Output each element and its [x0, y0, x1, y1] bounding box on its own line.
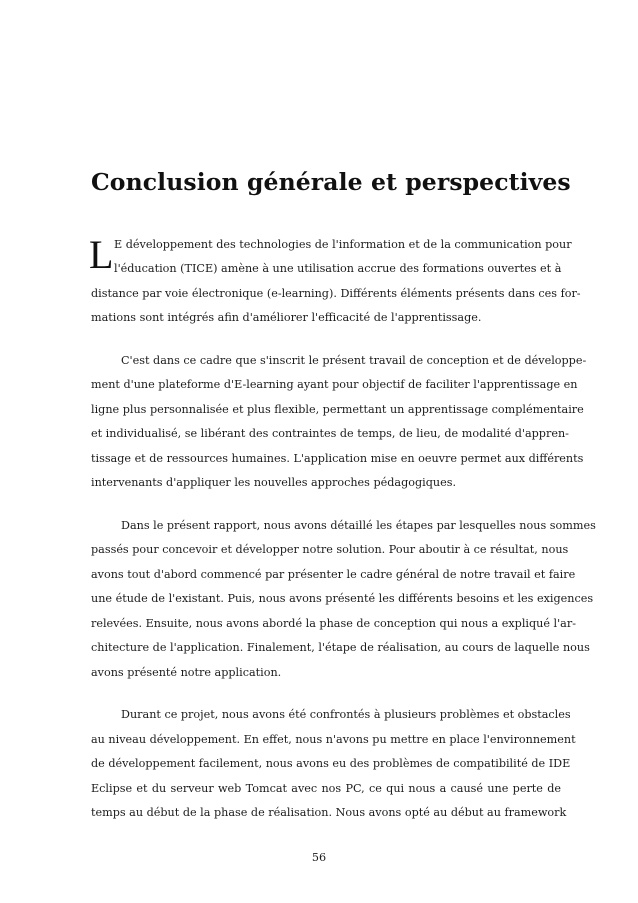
paragraph-3-line-4: une étude de l'existant. Puis, nous avons présenté les différents besoins et les exigences: [91, 592, 594, 605]
paragraph-2-line-4: et individualisé, se libérant des contraintes de temps, de lieu, de modalité d'appren-: [91, 427, 569, 440]
paragraph-3-line-3: avons tout d'abord commencé par présenter le cadre général de notre travail et faire: [91, 568, 576, 581]
paragraph-2-line-3: ligne plus personnalisée et plus flexible, permettant un apprentissage complémentaire: [91, 403, 584, 416]
paragraph-4-line-4: Eclipse et du serveur web Tomcat avec nos PC, ce qui nous a causé une perte de: [91, 782, 561, 795]
paragraph-2-line-5: tissage et de ressources humaines. L'application mise en oeuvre permet aux différents: [91, 452, 584, 465]
paragraph-3-line-6: chitecture de l'application. Finalement, l'étape de réalisation, au cours de laquelle nous: [91, 641, 590, 654]
paragraph-1-line-1: E développement des technologies de l'information et de la communication pour: [114, 238, 572, 251]
paragraph-3-line-1: Dans le présent rapport, nous avons détaillé les étapes par lesquelles nous sommes: [121, 519, 596, 532]
paragraph-4-line-3: de développement facilement, nous avons eu des problèmes de compatibilité de IDE: [91, 757, 571, 770]
paragraph-3-line-7: avons présenté notre application.: [91, 666, 282, 679]
page-title: Conclusion générale et perspectives: [91, 168, 571, 196]
paragraph-3-line-2: passés pour concevoir et développer notre solution. Pour aboutir à ce résultat, nous: [91, 543, 569, 556]
paragraph-4-line-5: temps au début de la phase de réalisation. Nous avons opté au début au framework: [91, 806, 567, 819]
paragraph-1-line-3: distance par voie électronique (e-learning). Différents éléments présents dans ces for-: [91, 287, 581, 300]
page-number: 56: [311, 851, 327, 864]
paragraph-4-line-1: Durant ce projet, nous avons été confrontés à plusieurs problèmes et obstacles: [121, 708, 571, 721]
drop-cap: L: [89, 232, 114, 277]
paragraph-1-line-4: mations sont intégrés afin d'améliorer l'efficacité de l'apprentissage.: [91, 311, 482, 324]
paragraph-4-line-2: au niveau développement. En effet, nous n'avons pu mettre en place l'environnement: [91, 733, 576, 746]
paragraph-2-line-2: ment d'une plateforme d'E-learning ayant pour objectif de faciliter l'apprentissage en: [91, 378, 578, 391]
paragraph-2-line-6: intervenants d'appliquer les nouvelles approches pédagogiques.: [91, 476, 456, 489]
paragraph-1-line-2: l'éducation (TICE) amène à une utilisation accrue des formations ouvertes et à: [114, 262, 562, 275]
paragraph-2-line-1: C'est dans ce cadre que s'inscrit le présent travail de conception et de développe-: [121, 354, 587, 367]
paragraph-3-line-5: relevées. Ensuite, nous avons abordé la phase de conception qui nous a expliqué l'ar-: [91, 617, 576, 630]
